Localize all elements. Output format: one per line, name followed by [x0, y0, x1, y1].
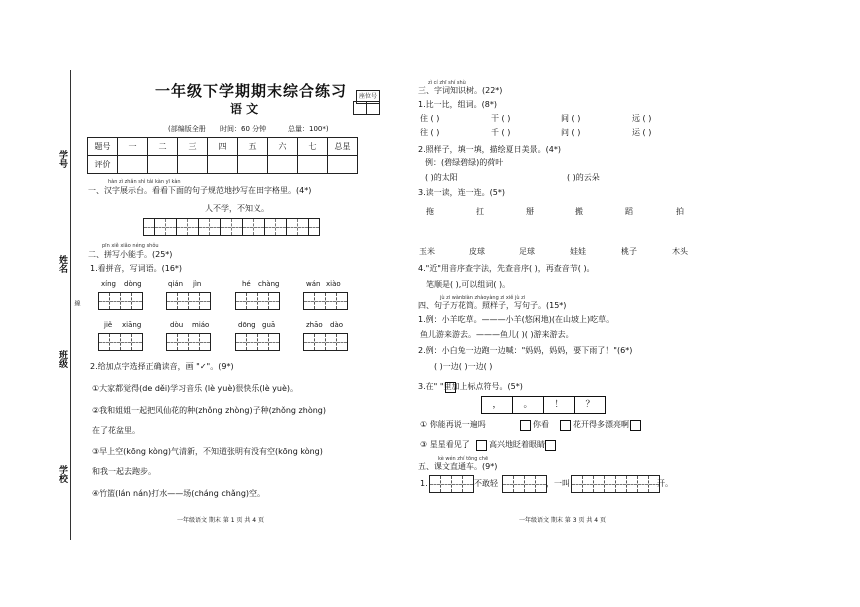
answer-grid[interactable] — [303, 333, 348, 351]
score-input[interactable] — [208, 156, 238, 174]
section2-pinyin: pīn xiě xiǎo néng shǒu — [102, 243, 159, 249]
school-label: 学校 — [57, 465, 67, 483]
punct-box-sample — [445, 382, 456, 393]
tianzige-grid[interactable] — [143, 218, 320, 236]
punct-answer-box[interactable] — [560, 420, 571, 431]
punct-answer-box[interactable] — [476, 440, 487, 451]
class-label: 班级 — [57, 350, 67, 368]
punct-answer-box[interactable] — [545, 440, 556, 451]
section3-pinyin: zì cí zhī shí shù — [428, 80, 466, 86]
section3-q2: 2.照样子，填一填，描绘夏日美景。(4*) — [418, 145, 561, 154]
punctuation-options — [481, 396, 606, 414]
section4-pinyin: jù zi wànbiàn zhàoyàng zi xiě jù zi — [440, 295, 526, 301]
pinyin-label: xíng — [101, 280, 116, 288]
score-cell: 四 — [208, 138, 238, 156]
score-input[interactable] — [118, 156, 148, 174]
answer-grid[interactable] — [235, 333, 280, 351]
noun-item[interactable]: 皮球 — [469, 247, 485, 256]
verb-item[interactable]: 掰 — [526, 207, 534, 216]
pinyin-label: guā — [262, 321, 276, 329]
answer-grid[interactable] — [429, 475, 474, 493]
pinyin-label: dōng — [238, 321, 256, 329]
info-edition: (部编版全册 — [168, 125, 206, 133]
score-cell: 五 — [238, 138, 268, 156]
score-input[interactable] — [298, 156, 328, 174]
score-cell: 总星 — [328, 138, 358, 156]
section1-title: 一、汉字展示台。看看下面的句子规范地抄写在田字格里。(4*) — [88, 186, 312, 195]
answer-grid[interactable] — [166, 333, 211, 351]
score-input[interactable] — [328, 156, 358, 174]
pinyin-label: wán — [306, 280, 321, 288]
pinyin-label: jìn — [193, 280, 202, 288]
q2-blank: ( )的云朵 — [567, 173, 600, 182]
copy-sentence: 人不学，不知义。 — [205, 204, 269, 213]
noun-item[interactable]: 桃子 — [621, 247, 637, 256]
noun-item[interactable]: 木头 — [672, 247, 688, 256]
verb-item[interactable]: 蹈 — [625, 207, 633, 216]
pinyin-label: xiào — [326, 280, 341, 288]
pinyin-label: hé — [242, 280, 251, 288]
seat-number-boxes — [353, 101, 380, 115]
punct-comma[interactable]: ， — [482, 397, 513, 413]
section5-title: 五、课文直通车。(9*) — [418, 462, 498, 471]
punct-answer-box[interactable] — [520, 420, 531, 431]
compare-item: 千 ( ) — [491, 128, 511, 137]
section5-mid: 不敢轻 — [474, 479, 498, 488]
score-cell: 六 — [268, 138, 298, 156]
question-line: ③早上空(kōng kòng)气清新，不知道张明有没有空(kōng kòng) — [92, 447, 323, 456]
answer-grid[interactable] — [235, 292, 280, 310]
verb-item[interactable]: 拍 — [676, 207, 684, 216]
pinyin-label: zhāo — [306, 321, 323, 329]
score-cell: 题号 — [88, 138, 118, 156]
score-table — [87, 137, 358, 174]
score-cell: 一 — [118, 138, 148, 156]
noun-item[interactable]: 玉米 — [419, 247, 435, 256]
section4-title: 四、句子万花筒。照样子，写句子。(15*) — [418, 301, 567, 310]
noun-item[interactable]: 足球 — [519, 247, 535, 256]
section5-mid2: ，一叫 — [546, 479, 570, 488]
punct-line-1a: ① 你能再说一遍吗 — [420, 420, 486, 429]
section5-end: 开。 — [657, 479, 673, 488]
punct-line-1b: 你看 — [533, 420, 549, 429]
section2-q2: 2.给加点字选择正确读音，画 "✓"。(9*) — [90, 362, 234, 371]
score-input[interactable] — [148, 156, 178, 174]
q2-example: 例：(碧绿碧绿)的荷叶 — [425, 158, 504, 167]
question-line: ②我和姐姐一起把风仙花的种(zhǒng zhòng)子种(zhǒng zhòng) — [92, 406, 326, 415]
section2-q1: 1.看拼音，写词语。(16*) — [90, 264, 183, 273]
section3-q4b: 笔顺是( ),可以组词( )。 — [426, 280, 511, 289]
section3-q4a: 4."近"用音序查字法，先查音序( )，再查音节( )。 — [418, 264, 595, 273]
pinyin-label: dòng — [124, 280, 142, 288]
name-label: 姓名 — [57, 255, 67, 273]
verb-item[interactable]: 搬 — [575, 207, 583, 216]
score-cell: 三 — [178, 138, 208, 156]
question-line: 和我一起去跑步。 — [92, 467, 156, 476]
answer-grid[interactable] — [98, 333, 143, 351]
section3-title: 三、字词知识树。(22*) — [418, 86, 503, 95]
verb-item[interactable]: 拖 — [426, 207, 434, 216]
pinyin-label: dòu — [170, 321, 184, 329]
info-total: 总量：100*) — [288, 125, 329, 133]
punct-line-2b: 高兴地眨着眼睛 — [489, 440, 545, 449]
score-input[interactable] — [178, 156, 208, 174]
answer-grid[interactable] — [98, 292, 143, 310]
q2-blank: ( )的太阳 — [425, 173, 458, 182]
pinyin-label: jiě — [104, 321, 113, 329]
seat-number-label: 座位号 — [356, 90, 380, 104]
subject-title: 语 文 — [230, 102, 259, 116]
section1-pinyin: hàn zì zhǎn shì tái kàn yī kàn — [108, 179, 181, 185]
question-line: 在了花盆里。 — [92, 426, 140, 435]
section5-pinyin: kè wén zhí tōng chē — [438, 456, 489, 462]
compare-item: 住 ( ) — [420, 114, 440, 123]
score-cell: 七 — [298, 138, 328, 156]
verb-item[interactable]: 扛 — [476, 207, 484, 216]
pinyin-label: xiāng — [122, 321, 142, 329]
compare-item: 间 ( ) — [561, 114, 581, 123]
punct-exclaim[interactable]: ！ — [544, 397, 575, 413]
pinyin-label: dào — [330, 321, 344, 329]
score-input[interactable] — [238, 156, 268, 174]
answer-grid[interactable] — [166, 292, 211, 310]
punct-line-1c: 花开得多漂亮啊 — [573, 420, 629, 429]
info-time: 时间：60 分钟 — [220, 125, 267, 133]
section4-q1: 1.例：小羊吃草。———小羊(悠闲地)(在山坡上)吃草。 — [418, 315, 615, 324]
answer-grid[interactable] — [571, 475, 660, 493]
pinyin-label: chàng — [258, 280, 280, 288]
punct-period[interactable]: 。 — [513, 397, 544, 413]
binding-line — [70, 70, 71, 540]
score-cell: 二 — [148, 138, 178, 156]
question-line: ④竹篮(lán nán)打水——场(cháng chǎng)空。 — [92, 489, 266, 498]
compare-item: 干 ( ) — [491, 114, 511, 123]
compare-item: 远 ( ) — [632, 114, 652, 123]
punct-answer-box[interactable] — [630, 420, 641, 431]
binding-mark: 線 — [73, 300, 80, 306]
pinyin-label: qián — [168, 280, 184, 288]
section2-title: 二、拼写小能手。(25*) — [88, 250, 173, 259]
pinyin-label: miáo — [192, 321, 210, 329]
punct-question[interactable]: ？ — [585, 400, 595, 410]
question-line: ①大家都觉得(de děi)学习音乐 (lè yuè)很快乐(lè yuè)。 — [92, 384, 299, 393]
section4-q2-answer: ( )一边( )一边( ) — [434, 362, 493, 371]
page-footer-right: 一年级语文 期末 第 3 页 共 4 页 — [519, 517, 606, 524]
section4-q3: 3.在" "里加上标点符号。(5*) — [418, 382, 523, 391]
section5-l1: 1. — [420, 479, 428, 488]
punct-line-2a: ③ 星星看见了 — [420, 440, 470, 449]
exam-title: 一年级下学期期末综合练习 — [155, 82, 348, 100]
answer-grid[interactable] — [502, 475, 547, 493]
page-footer-left: 一年级语文 期末 第 1 页 共 4 页 — [177, 517, 264, 524]
answer-grid[interactable] — [303, 292, 348, 310]
student-id-label: 学号 — [57, 150, 67, 168]
compare-item: 问 ( ) — [561, 128, 581, 137]
score-input[interactable] — [268, 156, 298, 174]
compare-item: 运 ( ) — [632, 128, 652, 137]
section4-q2: 2.例：小白兔一边跑一边喊："妈妈，妈妈，要下雨了！"(6*) — [418, 346, 633, 355]
compare-item: 往 ( ) — [420, 128, 440, 137]
section3-q1: 1.比一比，组词。(8*) — [418, 100, 497, 109]
section3-q3: 3.读一读，连一连。(5*) — [418, 188, 505, 197]
section4-q1-answer: 鱼儿游来游去。———鱼儿( )( )游来游去。 — [420, 330, 574, 339]
score-row-label: 评价 — [88, 156, 118, 174]
noun-item[interactable]: 娃娃 — [570, 247, 586, 256]
